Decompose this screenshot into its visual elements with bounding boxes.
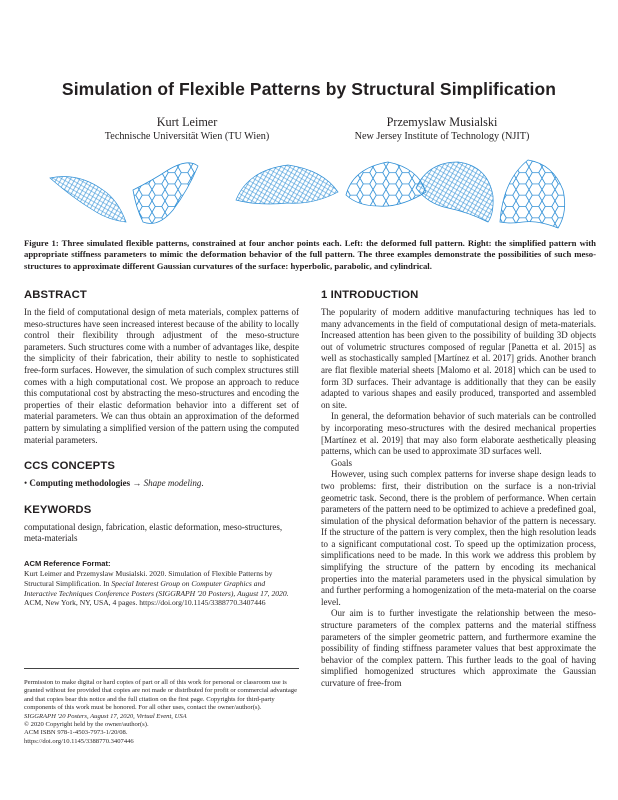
reference-format <box>24 559 299 608</box>
ccs-period: . <box>201 478 204 489</box>
keywords-heading: KEYWORDS <box>24 503 92 516</box>
keywords-text: computational design, fabrication, elastic deformation, meso-structures, meta-materials <box>24 521 283 544</box>
author-affiliation: Technische Universität Wien (TU Wien) <box>104 131 270 142</box>
footnote-doi: https://doi.org/10.1145/3388770.3407446 <box>24 737 134 745</box>
author-name: Kurt Leimer <box>156 115 218 129</box>
ccs-category: Computing methodologies <box>29 478 131 489</box>
ccs-heading: CCS CONCEPTS <box>24 460 115 473</box>
left-column <box>24 289 299 608</box>
keywords-section <box>24 504 299 545</box>
introduction-heading: 1 INTRODUCTION <box>321 289 419 301</box>
reference-rest: ACM, New York, NY, USA, 4 pages. https://doi.org/10.1145/3388770.3407446 <box>24 598 266 608</box>
intro-goals-label: Goals <box>331 457 352 468</box>
ccs-concepts <box>24 478 299 490</box>
ccs-arrow: → <box>132 478 142 489</box>
pattern-simplified-hyperbolic <box>133 163 198 224</box>
reference-format-body <box>24 569 299 608</box>
intro-paragraph-1: The popularity of modern additive manufacturing techniques has led to many advancements in the field of computational design of meta-materials. Increased attention has been given to the possibility of building 3D objects out of volumetric structures composed of regular [Panetta et al. 2015] as well as stochastically sampled [Martínez et al. 2017] grids. Another branch are flat flexible material sheets [Malomo et al. 2018] which can be used to form 3D surfaces. Their advantage is additionally that they can be easily adapted to various shapes and easily produced, transported and assembled on site. <box>321 307 596 410</box>
ccs-item: Shape modeling <box>143 478 202 489</box>
author-block-2 <box>312 115 572 144</box>
reference-venue: Special Interest Group on Computer Graphics and Interactive Techniques Conference Posters (SIGGRAPH '20 Posters), August 17, 2020. <box>24 578 289 598</box>
intro-paragraph-2: In general, the deformation behavior of such materials can be controlled by incorporating meso-structures with the desired mechanical properties [Martínez et al. 2019] that may also form elaborate aesthetically pleasing patterns, which can be used to approximate 3D surfaces well. <box>321 411 596 457</box>
pattern-simplified-parabolic <box>346 162 426 206</box>
ccs-bullet: • <box>24 478 28 489</box>
figure-caption: Figure 1: Three simulated flexible patterns, constrained at four anchor points each. Left: the deformed full pattern. Right: the simplified pattern with appropriate stiffness parameters to mimic the deformation behavior of the full pattern. The three examples demonstrate the possibilities of such meso-structures to approximate different Gaussian curvatures of the surface: hyperbolic, parabolic, and cylindrical. <box>24 238 596 271</box>
intro-paragraph-4: However, using such complex patterns for inverse shape design leads to two problems: first, their distribution on the surface is a non-trivial geometric task. Second, there is the problem of performance. When certain parameters of the pattern need to be optimized to achieve a predefined goal, simulation of the physical deformation behavior of the pattern is necessary. If the structure of the pattern is very complex, then the high resolution leads to a significant computational cost. To speed up the optimization process, simplifications need to be made. In this work we address this problem by simplifying the structure of the pattern by encoding its mechanical properties into the material parameters used in the physical simulation by and further performing a homogenization of the meta-material on the coarse level. <box>321 469 596 607</box>
footnote-isbn: ACM ISBN 978-1-4503-7973-1/20/08. <box>24 729 128 737</box>
author-affiliation: New Jersey Institute of Technology (NJIT) <box>354 131 530 142</box>
reference-authors: Kurt Leimer and Przemyslaw Musialski. 2020. Simulation of Flexible Patterns by Structural Simplification. In <box>24 568 273 588</box>
abstract-heading: ABSTRACT <box>24 289 87 301</box>
paper-title: Simulation of Flexible Patterns by Structural Simplification <box>61 79 557 99</box>
right-column <box>321 289 596 690</box>
pattern-full-cylindrical <box>416 162 493 222</box>
author-name: Przemyslaw Musialski <box>386 115 498 129</box>
reference-format-heading: ACM Reference Format: <box>24 558 111 568</box>
intro-paragraph-5: Our aim is to further investigate the relationship between the meso-structure parameters of the complex patterns and the material stiffness parameters of the simpler geometric pattern, and furthermore examine the possibility of finding stiffness parameter values that best approximate the behavior of the complex pattern. This further leads to the goal of having simplified homogenized structures which approximate the Gaussian curvature of free-from <box>321 608 596 688</box>
footnote-copyright: © 2020 Copyright held by the owner/author(s). <box>24 721 149 729</box>
pattern-full-hyperbolic <box>50 177 126 223</box>
footnote-venue: SIGGRAPH '20 Posters, August 17, 2020, Virtual Event, USA <box>24 712 187 720</box>
permission-text: Permission to make digital or hard copies of part or all of this work for personal or classroom use is granted without fee provided that copies are not made or distributed for profit or commercial advantage and that copies bear this notice and the full citation on the first page. Copyrights for third-party components of this work must be honored. For all other uses, contact the owner/author(s). <box>24 679 297 712</box>
pattern-full-parabolic <box>236 165 338 204</box>
abstract-section <box>24 289 299 446</box>
author-block-1 <box>57 115 317 144</box>
teaser-figure <box>48 150 572 235</box>
ccs-section <box>24 460 299 490</box>
permission-footnote <box>24 668 299 746</box>
pattern-simplified-cylindrical <box>500 160 565 228</box>
abstract-text: In the field of computational design of meta materials, complex patterns of meso-structures have seen increased interest because of the ability to locally control their flexibility through adjustment of the meso-structure parameters. Such structures come with a number of advantages like, despite the simplicity of their fabrication, their ability to nestle to sophisticated free-form surfaces. However, the simulation of such complex structures still comes with a high computational cost. We propose an approach to reduce this computational cost by abstracting the meso-structures and encoding the properties of their elastic deformation behavior into a different set of material parameters. We can thus obtain an approximation of the deformed pattern by simulating a simplified version of the pattern using the computed material parameters. <box>24 307 299 445</box>
